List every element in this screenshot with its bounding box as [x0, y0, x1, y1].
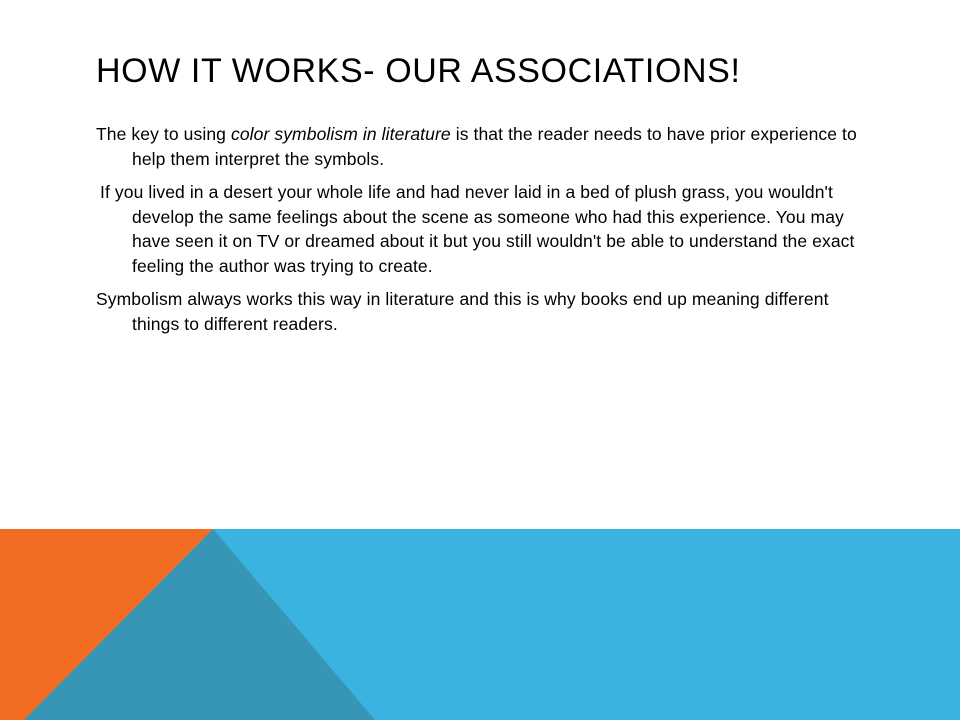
paragraph-3: Symbolism always works this way in literature and this is why books end up meaning different things to different readers. [96, 289, 829, 334]
slide-body [96, 122, 866, 345]
decorative-banner [0, 529, 960, 720]
paragraph-1-end: is that the reader needs to have prior experience to help them interpret the symbols. [132, 124, 857, 169]
slide-title: HOW IT WORKS- OUR ASSOCIATIONS! [96, 52, 741, 90]
paragraph-2: If you lived in a desert your whole life and had never laid in a bed of plush grass, you wouldn't develop the same feelings about the scene as someone who had this experience. You may have seen it on TV or dreamed about it but you still wouldn't be able to understand the exact feeling the author was trying to create. [100, 182, 855, 276]
paragraph-1 [96, 122, 866, 171]
banner-graphic [0, 529, 960, 720]
paragraph-1-emphasis: color symbolism in literature [230, 124, 451, 144]
paragraph-1-start: The key to using [96, 124, 231, 144]
